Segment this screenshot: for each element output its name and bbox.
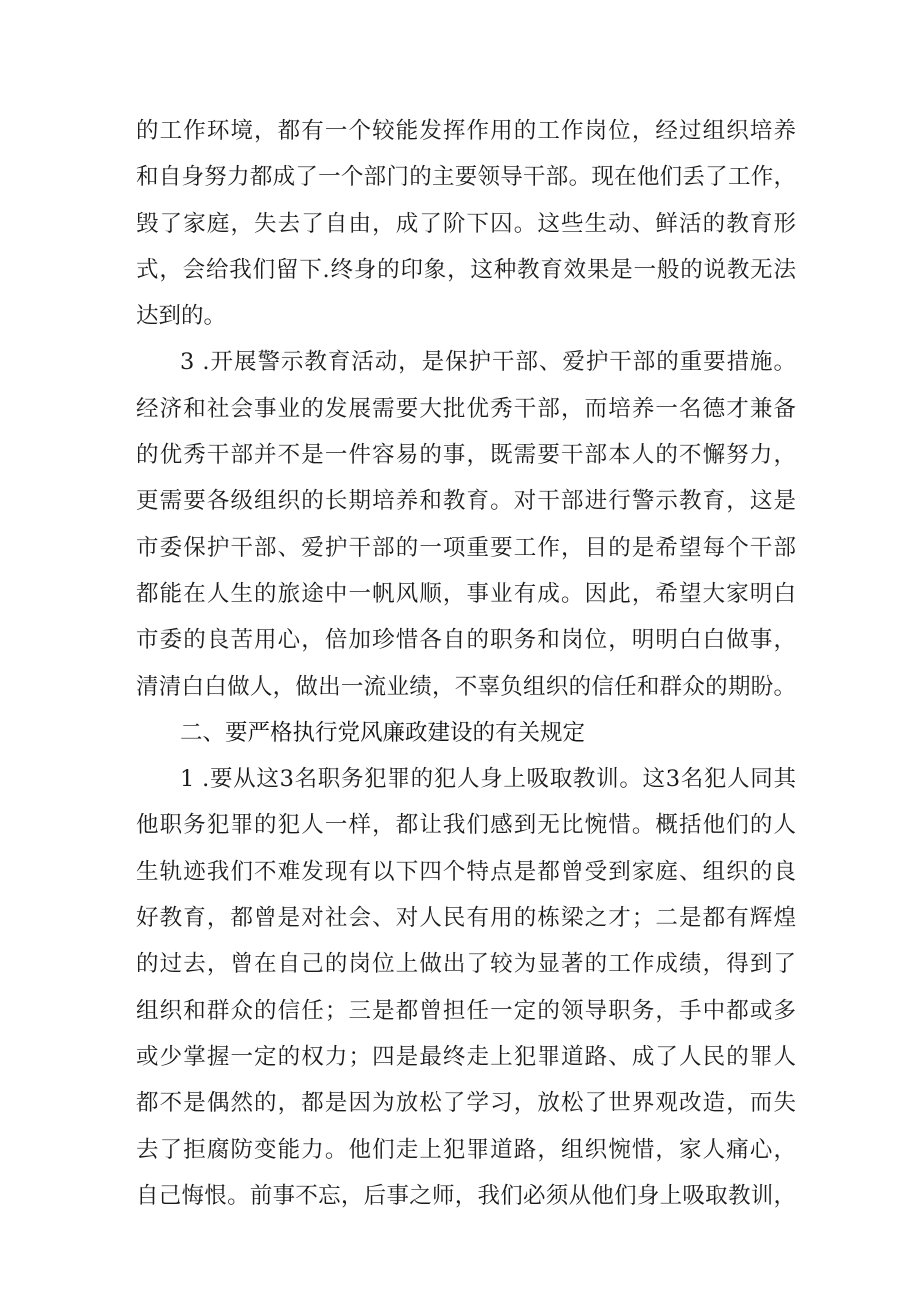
text-line: 他职务犯罪的犯人一样，都让我们感到无比惋惜。概括他们的人 [136, 812, 796, 839]
text-line: 式，会给我们留下.终身的印象，这种教育效果是一般的说教无法 [136, 256, 796, 283]
document-body [136, 108, 796, 1219]
text-line: 的过去，曾在自己的岗位上做出了较为显著的工作成绩，得到了 [136, 951, 796, 978]
text-line: 组织和群众的信任；三是都曾担任一定的领导职务，手中都或多 [136, 997, 796, 1024]
text-line: 的工作环境，都有一个较能发挥作用的工作岗位，经过组织培养 [136, 118, 796, 144]
text-line: 毁了家庭，失去了自由，成了阶下囚。这些生动、鲜活的教育形 [136, 210, 796, 237]
text-line: 的优秀干部并不是一件容易的事，既需要干部本人的不懈努力， [136, 442, 796, 469]
text-line: 清清白白做人，做出一流业绩，不辜负组织的信任和群众的期盼。 [136, 673, 796, 700]
text-line: 都不是偶然的，都是因为放松了学习，放松了世界观改造，而失 [136, 1090, 796, 1117]
text-line: 更需要各级组织的长期培养和教育。对干部进行警示教育，这是 [136, 488, 796, 515]
text-line: 达到的。 [136, 303, 227, 330]
text-line: 都能在人生的旅途中一帆风顺，事业有成。因此，希望大家明白 [136, 580, 796, 607]
section-heading: 二、要严格执行党风廉政建设的有关规定 [180, 719, 586, 746]
text-line: 好教育，都曾是对社会、对人民有用的栋梁之才；二是都有辉煌 [136, 905, 796, 932]
text-line: 市委保护干部、爱护干部的一项重要工作，目的是希望每个干部 [136, 534, 796, 561]
paragraph-start-line: 3 .开展警示教育活动，是保护干部、爱护干部的重要措施。 [180, 349, 796, 376]
text-line: 和自身努力都成了一个部门的主要领导干部。现在他们丢了工作， [136, 164, 796, 191]
text-line: 自己悔恨。前事不忘，后事之师，我们必须从他们身上吸取教训， [136, 1182, 796, 1209]
text-line: 生轨迹我们不难发现有以下四个特点是都曾受到家庭、组织的良 [136, 858, 796, 885]
paragraph-start-line: 1 .要从这3名职务犯罪的犯人身上吸取教训。这3名犯人同其 [180, 766, 796, 793]
text-line: 经济和社会事业的发展需要大批优秀干部，而培养一名德才兼备 [136, 395, 796, 422]
text-line: 市委的良苦用心，倍加珍惜各自的职务和岗位，明明白白做事， [136, 627, 796, 654]
text-line: 去了拒腐防变能力。他们走上犯罪道路，组织惋惜，家人痛心， [136, 1136, 796, 1163]
text-line: 或少掌握一定的权力；四是最终走上犯罪道路、成了人民的罪人 [136, 1043, 796, 1070]
